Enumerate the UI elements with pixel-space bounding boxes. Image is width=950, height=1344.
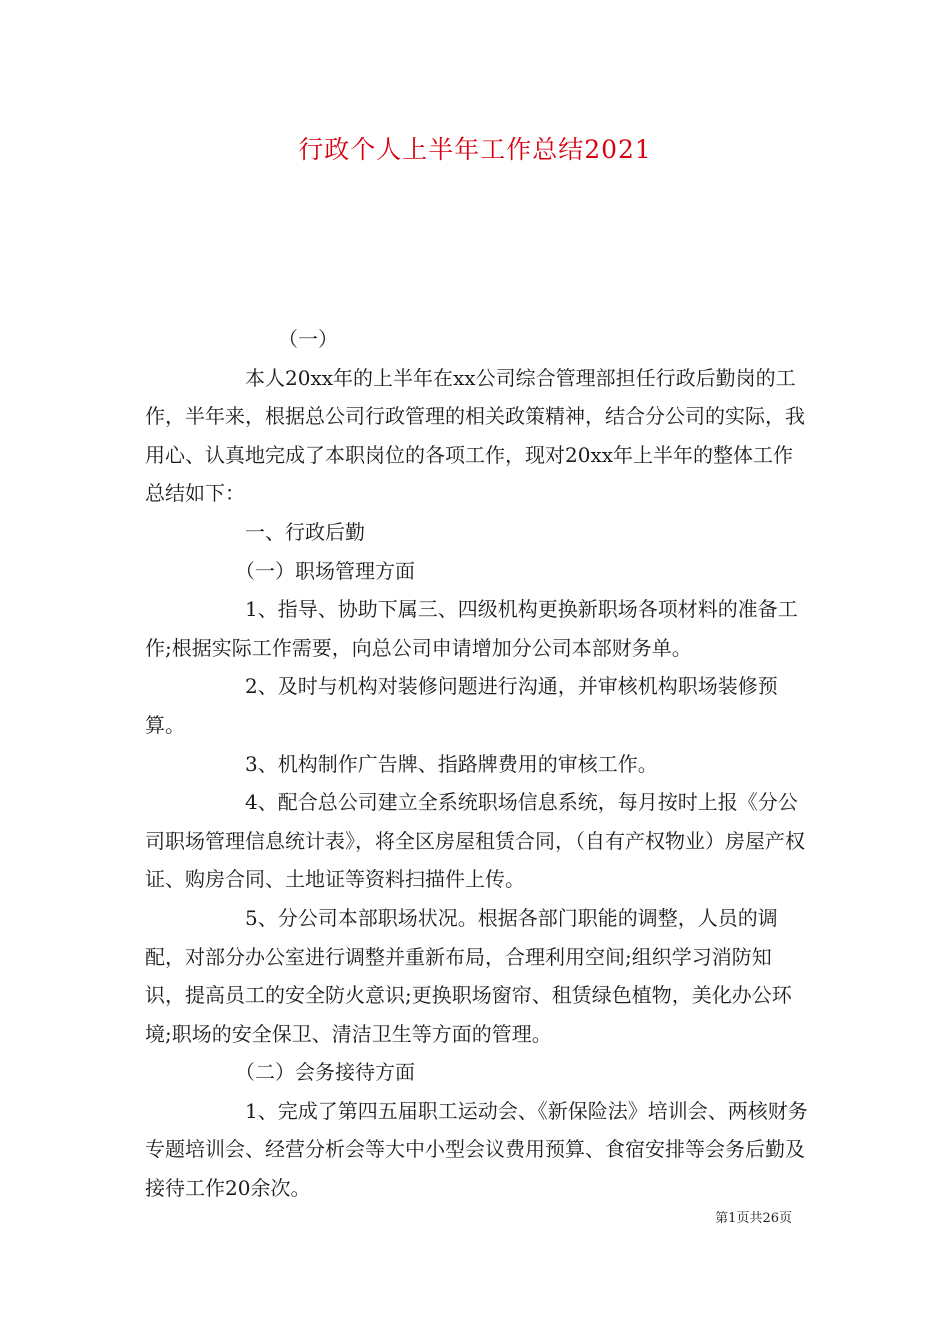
subheading-meetings: （二）会务接待方面: [235, 1060, 415, 1085]
document-title: 行政个人上半年工作总结2021: [298, 135, 652, 164]
intro-paragraph: 本人20xx年的上半年在xx公司综合管理部担任行政后勤岗的工作，半年来，根据总公司行政管理的相关政策精神，结合分公司的实际，我用心、认真地完成了本职岗位的各项工作，现对20xx年上半年的整体工作总结如下：: [145, 365, 805, 506]
subheading-workplace: （一）职场管理方面: [235, 558, 415, 583]
list-item: 3、机构制作广告牌、指路牌费用的审核工作。: [245, 751, 658, 776]
list-item: 1、指导、协助下属三、四级机构更换新职场各项材料的准备工作;根据实际工作需要，向总公司申请增加分公司本部财务单。: [145, 597, 798, 660]
list-item: 4、配合总公司建立全系统职场信息系统，每月按时上报《分公司职场管理信息统计表》，将全区房屋租赁合同，（自有产权物业）房屋产权证、购房合同、土地证等资料扫描件上传。: [145, 790, 805, 892]
heading-administration: 一、行政后勤: [245, 519, 365, 544]
page-footer: 第1页共26页: [715, 1211, 792, 1226]
document-body: [145, 320, 810, 1208]
list-item: 5、分公司本部职场状况。根据各部门职能的调整，人员的调配，对部分办公室进行调整并重新布局，合理利用空间;组织学习消防知识，提高员工的安全防火意识;更换职场窗帘、租赁绿色植物，美化办公环境;职场的安全保卫、清洁卫生等方面的管理。: [145, 905, 792, 1046]
list-item: 1、完成了第四五届职工运动会、《新保险法》培训会、两核财务专题培训会、经营分析会等大中小型会议费用预算、食宿安排等会务后勤及接待工作20余次。: [145, 1098, 808, 1201]
list-item: 2、及时与机构对装修问题进行沟通，并审核机构职场装修预算。: [145, 674, 778, 737]
section-label: （一）: [278, 327, 338, 351]
